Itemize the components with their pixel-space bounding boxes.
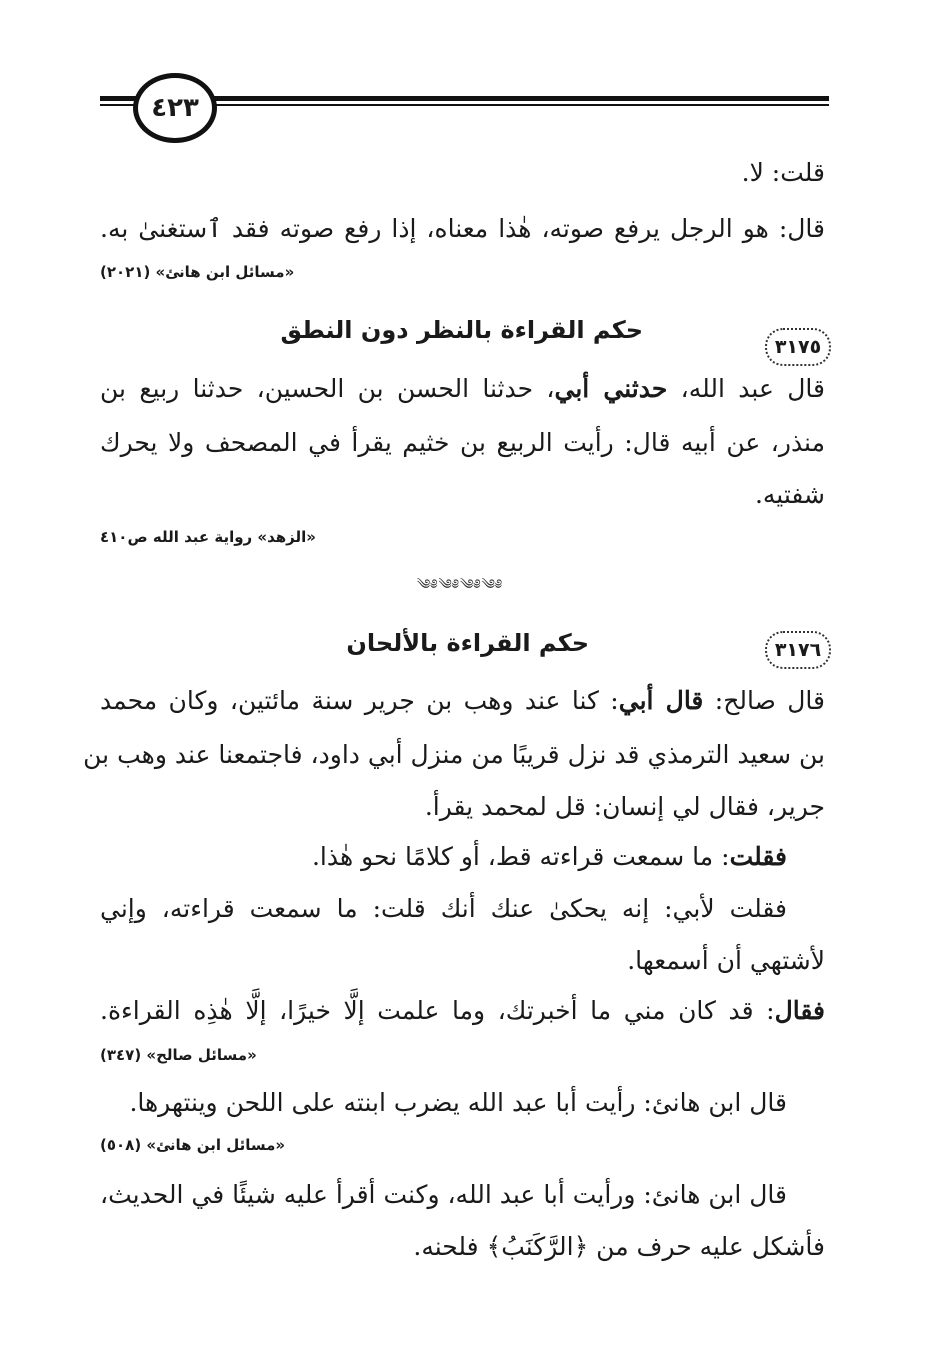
text-span: : كنا عند وهب بن جرير سنة مائتين، وكان محمد bbox=[100, 686, 619, 715]
bold-span: فقال bbox=[774, 996, 825, 1025]
text-line: بن سعيد الترمذي قد نزل قريبًا من منزل أبي داود، فاجتمعنا عند وهب بن bbox=[83, 740, 825, 769]
text-span: قال عبد الله، bbox=[667, 374, 825, 403]
text-line: منذر، عن أبيه قال: رأيت الربيع بن خثيم يقرأ في المصحف ولا يحرك bbox=[100, 428, 825, 457]
text-span: قال صالح: bbox=[703, 686, 825, 715]
text-span: : ما سمعت قراءته قط، أو كلامًا نحو هٰذا. bbox=[311, 842, 730, 871]
text-line: جرير، فقال لي إنسان: قل لمحمد يقرأ. bbox=[424, 792, 825, 821]
text-line bbox=[100, 994, 825, 1028]
citation: «مسائل ابن هانئ» (٢٠٢١) bbox=[100, 263, 295, 281]
text-line: لأشتهي أن أسمعها. bbox=[627, 946, 825, 975]
text-line: قال ابن هانئ: رأيت أبا عبد الله يضرب ابنته على اللحن وينتهرها. bbox=[129, 1088, 787, 1117]
text-line: قال ابن هانئ: ورأيت أبا عبد الله، وكنت أقرأ عليه شيئًا في الحديث، bbox=[100, 1180, 787, 1209]
text-line: قال: هو الرجل يرفع صوته، هٰذا معناه، إذا رفع صوته فقد ٱستغنىٰ به. bbox=[100, 214, 825, 243]
text-line: قلت: لا. bbox=[741, 158, 825, 187]
text-line: فأشكل عليه حرف من ﴿الرَّكَنَبُ﴾ فلحنه. bbox=[413, 1232, 825, 1261]
text-line: شفتيه. bbox=[754, 480, 825, 509]
section-divider-ornament: ༄༅༄༅༄༅༄༅ bbox=[416, 577, 504, 593]
section-heading: حكم القراءة بالألحان bbox=[346, 629, 589, 657]
text-span: : قد كان مني ما أخبرتك، وما علمت إلَّا خيرًا، إلَّا هٰذِه القراءة. bbox=[100, 996, 775, 1025]
text-span: ، حدثنا الحسن بن الحسين، حدثنا ربيع بن bbox=[100, 374, 555, 403]
bold-span: قال أبي bbox=[618, 686, 704, 715]
text-line bbox=[100, 684, 825, 718]
bold-span: حدثني أبي bbox=[554, 374, 668, 403]
section-number-badge: ٣١٧٥ bbox=[765, 328, 831, 366]
section-heading: حكم القراءة بالنظر دون النطق bbox=[280, 316, 643, 344]
text-line bbox=[100, 840, 787, 874]
citation: «مسائل ابن هانئ» (٥٠٨) bbox=[100, 1136, 286, 1154]
text-line bbox=[100, 372, 825, 406]
citation: «مسائل صالح» (٣٤٧) bbox=[100, 1046, 257, 1064]
citation: «الزهد» رواية عبد الله ص٤١٠ bbox=[100, 528, 316, 546]
text-line: فقلت لأبي: إنه يحكىٰ عنك أنك قلت: ما سمعت قراءته، وإني bbox=[100, 894, 787, 923]
page-number: ٤٢٣ bbox=[133, 73, 217, 143]
bold-span: فقلت bbox=[729, 842, 787, 871]
section-number-badge: ٣١٧٦ bbox=[765, 631, 831, 669]
